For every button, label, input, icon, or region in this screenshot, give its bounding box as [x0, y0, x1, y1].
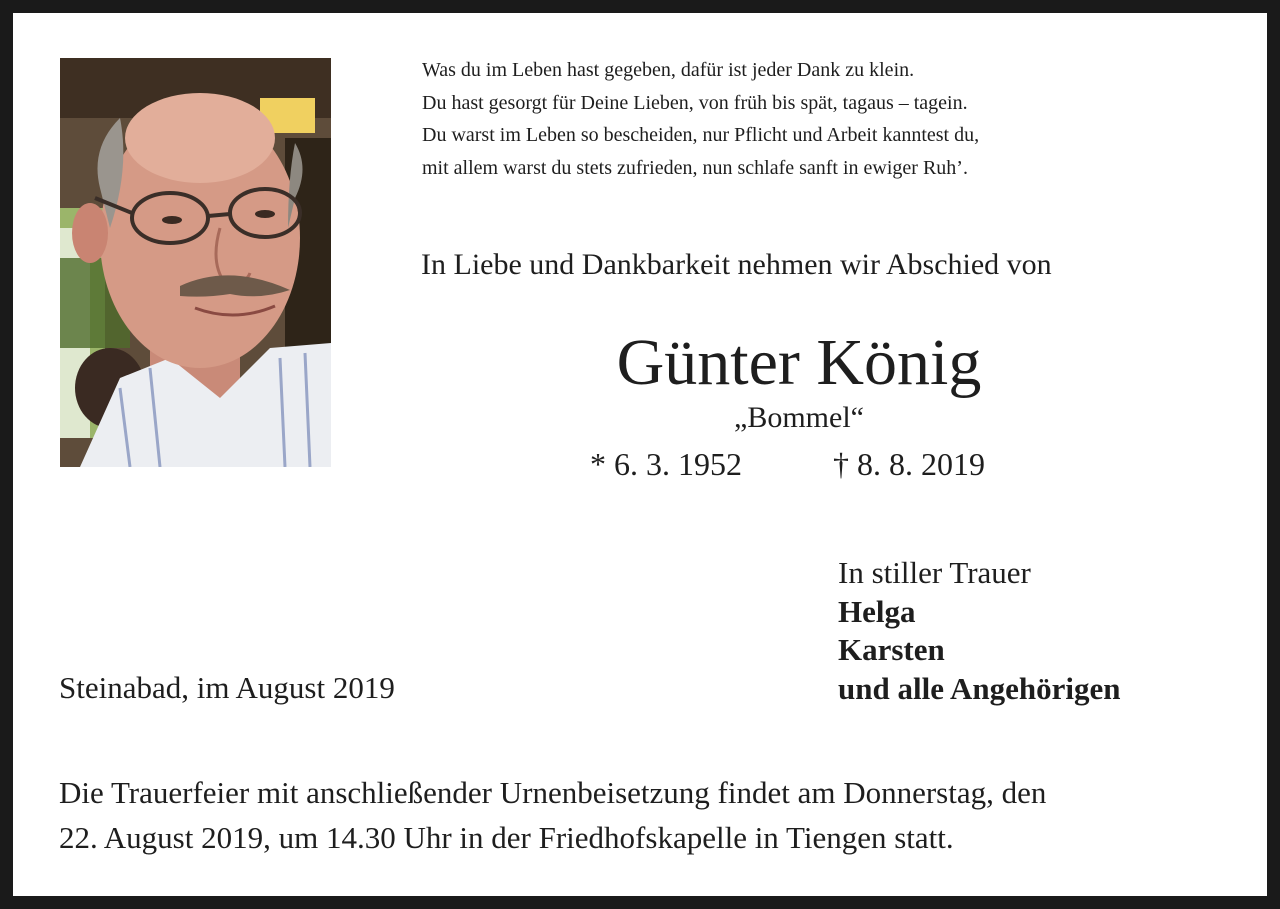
place-and-date: Steinabad, im August 2019: [59, 670, 395, 705]
portrait-photo: [60, 58, 331, 467]
obituary-card: [13, 13, 1267, 896]
funeral-notice-line: Die Trauerfeier mit anschließender Urnenbeisetzung findet am Donnerstag, den: [59, 775, 1047, 810]
poem-line: mit allem warst du stets zufrieden, nun schlafe sanft in ewiger Ruh’.: [422, 156, 968, 179]
poem: [422, 54, 1182, 184]
mourner-name: Karsten: [838, 632, 945, 667]
mourner-name: und alle Angehörigen: [838, 670, 1121, 706]
poem-line: Was du im Leben hast gegeben, dafür ist jeder Dank zu klein.: [422, 59, 915, 81]
poem-line: Du hast gesorgt für Deine Lieben, von früh bis spät, tagaus – tagein.: [422, 91, 968, 114]
deceased-name: Günter König: [616, 326, 982, 399]
mourner-name: Helga: [838, 593, 916, 629]
farewell-intro: In Liebe und Dankbarkeit nehmen wir Abschied von: [421, 248, 1052, 281]
funeral-notice: [59, 770, 1239, 860]
poem-line: Du warst im Leben so bescheiden, nur Pflicht und Arbeit kanntest du,: [422, 124, 980, 146]
deceased-nickname: „Bommel“: [734, 401, 864, 434]
death-date: † 8. 8. 2019: [833, 446, 985, 482]
birth-date: * 6. 3. 1952: [590, 446, 742, 482]
mourning-phrase: In stiller Trauer: [838, 555, 1031, 590]
mourners-block: [838, 554, 1121, 708]
funeral-notice-line: 22. August 2019, um 14.30 Uhr in der Friedhofskapelle in Tiengen statt.: [59, 820, 954, 855]
